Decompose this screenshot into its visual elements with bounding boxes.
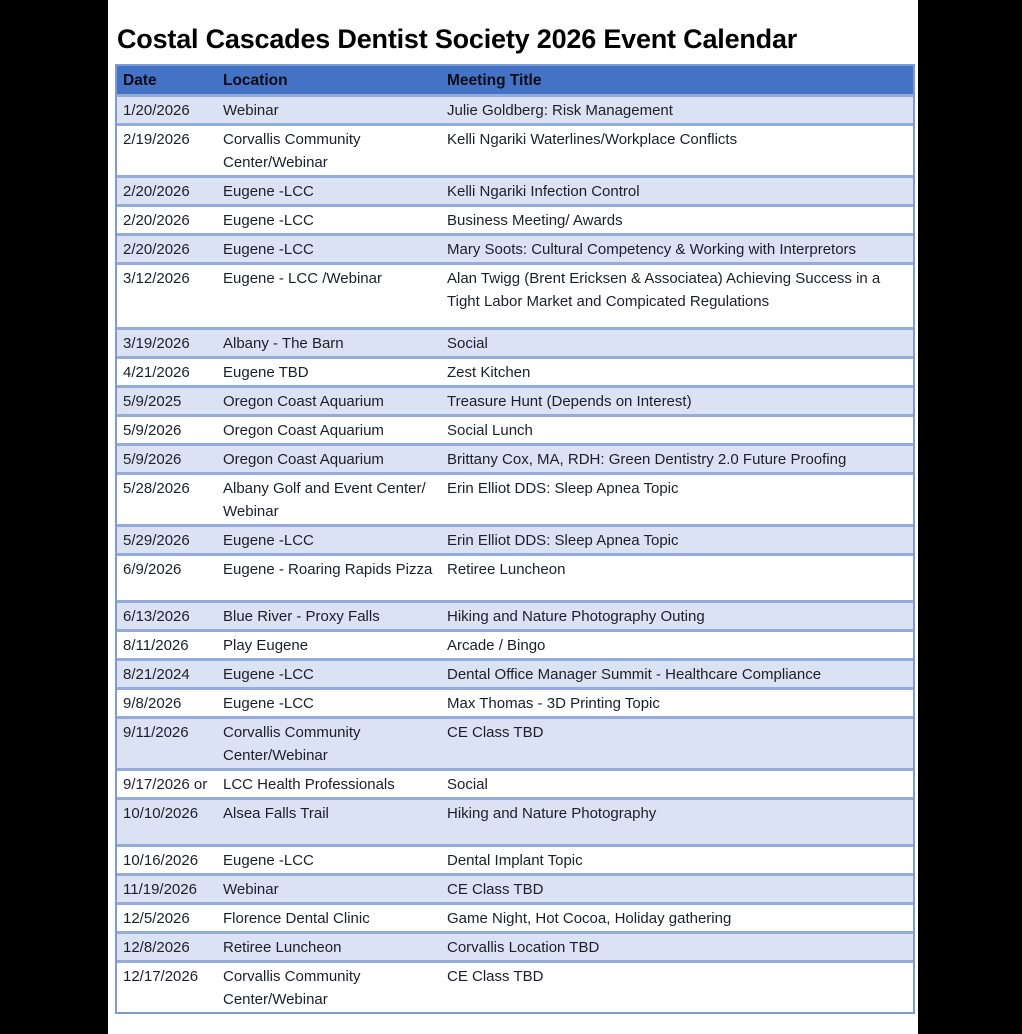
date-cell: 10/16/2026 (123, 852, 199, 869)
location-cell: Eugene - LCC /Webinar (223, 270, 382, 287)
meeting-title-cell: Social Lunch (447, 422, 533, 439)
table-row (117, 94, 913, 123)
meeting-title-cell: Dental Office Manager Summit - Healthcare Compliance (447, 666, 822, 683)
meeting-title-cell: Zest Kitchen (447, 364, 531, 381)
meeting-title-cell: CE Class TBD (447, 881, 544, 898)
meeting-title-cell: Retiree Luncheon (447, 561, 566, 578)
meeting-title-cell: Dental Implant Topic (447, 852, 583, 869)
table-row (117, 233, 913, 262)
table-body (117, 94, 913, 1012)
location-cell: Alsea Falls Trail (223, 805, 329, 822)
table-row (117, 472, 913, 524)
column-header-meeting-title: Meeting Title (447, 71, 542, 89)
meeting-title-cell: Game Night, Hot Cocoa, Holiday gathering (447, 910, 732, 927)
meeting-title-cell: Mary Soots: Cultural Competency & Working with Interpretors (447, 241, 857, 258)
location-cell: Webinar (223, 881, 279, 898)
table-row (117, 960, 913, 1012)
date-cell: 2/19/2026 (123, 131, 190, 148)
column-header-location: Location (223, 71, 288, 89)
meeting-title-cell: Hiking and Nature Photography (447, 805, 657, 822)
date-cell: 8/11/2026 (123, 637, 189, 654)
date-cell: 5/9/2026 (123, 422, 182, 439)
location-cell: Eugene - Roaring Rapids Pizza (223, 561, 433, 578)
location-cell: Oregon Coast Aquarium (223, 451, 384, 468)
table-row (117, 443, 913, 472)
table-row (117, 844, 913, 873)
date-cell: 2/20/2026 (123, 183, 190, 200)
date-cell: 3/12/2026 (123, 270, 190, 287)
location-cell: Eugene -LCC (223, 183, 314, 200)
table-row (117, 204, 913, 233)
date-cell: 10/10/2026 (123, 805, 199, 822)
date-cell: 12/5/2026 (123, 910, 190, 927)
date-cell: 2/20/2026 (123, 241, 190, 258)
location-cell: Florence Dental Clinic (223, 910, 370, 927)
event-calendar-table (115, 64, 915, 1014)
date-cell: 6/13/2026 (123, 608, 190, 625)
location-cell: Eugene -LCC (223, 666, 314, 683)
meeting-title-cell: Hiking and Nature Photography Outing (447, 608, 705, 625)
table-row (117, 385, 913, 414)
meeting-title-cell: Julie Goldberg: Risk Management (447, 102, 673, 119)
date-cell: 12/17/2026 (123, 968, 199, 985)
date-cell: 9/17/2026 or (123, 776, 208, 793)
location-cell: Eugene -LCC (223, 241, 314, 258)
location-cell: Eugene -LCC (223, 852, 314, 869)
black-frame-left (0, 0, 108, 1034)
date-cell: 3/19/2026 (123, 335, 190, 352)
table-row (117, 931, 913, 960)
table-row (117, 356, 913, 385)
date-cell: 4/21/2026 (123, 364, 190, 381)
table-row (117, 629, 913, 658)
table-row (117, 658, 913, 687)
location-cell: Corvallis Community Center/Webinar (223, 724, 361, 764)
table-row (117, 327, 913, 356)
location-cell: Eugene TBD (223, 364, 309, 381)
location-cell: Webinar (223, 102, 279, 119)
location-cell: Oregon Coast Aquarium (223, 422, 384, 439)
location-cell: Blue River - Proxy Falls (223, 608, 380, 625)
meeting-title-cell: Social (447, 335, 488, 352)
date-cell: 1/20/2026 (123, 102, 190, 119)
table-row (117, 600, 913, 629)
column-header-date: Date (123, 71, 157, 89)
meeting-title-cell: Corvallis Location TBD (447, 939, 600, 956)
table-row (117, 553, 913, 600)
date-cell: 6/9/2026 (123, 561, 182, 578)
date-cell: 8/21/2024 (123, 666, 190, 683)
location-cell: Albany - The Barn (223, 335, 344, 352)
location-cell: Albany Golf and Event Center/ Webinar (223, 480, 426, 520)
date-cell: 9/11/2026 (123, 724, 189, 741)
table-row (117, 687, 913, 716)
table-header-row (117, 66, 913, 94)
date-cell: 5/29/2026 (123, 532, 190, 549)
page-title: Costal Cascades Dentist Society 2026 Event Calendar (117, 24, 798, 55)
location-cell: LCC Health Professionals (223, 776, 395, 793)
date-cell: 11/19/2026 (123, 881, 197, 898)
location-cell: Play Eugene (223, 637, 309, 654)
location-cell: Retiree Luncheon (223, 939, 342, 956)
location-cell: Corvallis Community Center/Webinar (223, 968, 361, 1008)
meeting-title-cell: CE Class TBD (447, 968, 544, 985)
location-cell: Eugene -LCC (223, 532, 314, 549)
date-cell: 2/20/2026 (123, 212, 190, 229)
meeting-title-cell: Alan Twigg (Brent Ericksen & Associatea) Achieving Success in a Tight Labor Market and Compicated Regulations (447, 270, 881, 310)
table-row (117, 902, 913, 931)
black-frame-right (918, 0, 1022, 1034)
table-row (117, 716, 913, 768)
meeting-title-cell: CE Class TBD (447, 724, 544, 741)
table-row (117, 524, 913, 553)
date-cell: 5/9/2026 (123, 451, 182, 468)
meeting-title-cell: Erin Elliot DDS: Sleep Apnea Topic (447, 532, 679, 549)
meeting-title-cell: Business Meeting/ Awards (447, 212, 623, 229)
date-cell: 9/8/2026 (123, 695, 182, 712)
table-row (117, 768, 913, 797)
meeting-title-cell: Kelli Ngariki Waterlines/Workplace Conflicts (447, 131, 738, 148)
location-cell: Corvallis Community Center/Webinar (223, 131, 361, 171)
table-row (117, 262, 913, 327)
meeting-title-cell: Social (447, 776, 488, 793)
location-cell: Eugene -LCC (223, 695, 314, 712)
table-row (117, 414, 913, 443)
meeting-title-cell: Arcade / Bingo (447, 637, 546, 654)
table-row (117, 873, 913, 902)
date-cell: 5/28/2026 (123, 480, 190, 497)
date-cell: 12/8/2026 (123, 939, 190, 956)
location-cell: Eugene -LCC (223, 212, 314, 229)
table-row (117, 175, 913, 204)
date-cell: 5/9/2025 (123, 393, 182, 410)
meeting-title-cell: Brittany Cox, MA, RDH: Green Dentistry 2.0 Future Proofing (447, 451, 847, 468)
meeting-title-cell: Max Thomas - 3D Printing Topic (447, 695, 660, 712)
table-row (117, 123, 913, 175)
meeting-title-cell: Erin Elliot DDS: Sleep Apnea Topic (447, 480, 679, 497)
location-cell: Oregon Coast Aquarium (223, 393, 384, 410)
meeting-title-cell: Kelli Ngariki Infection Control (447, 183, 640, 200)
meeting-title-cell: Treasure Hunt (Depends on Interest) (447, 393, 692, 410)
table-row (117, 797, 913, 844)
